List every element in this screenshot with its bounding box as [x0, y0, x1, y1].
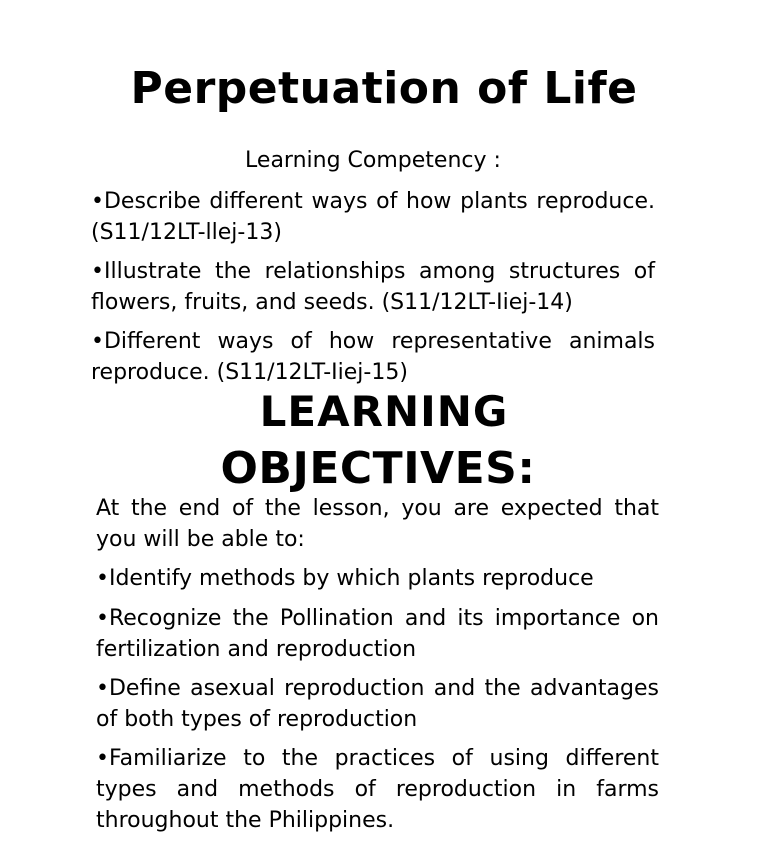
clipped-heading — [0, 387, 768, 436]
competency-item: •Illustrate the relationships among structures of flowers, fruits, and seeds. (S11/12LT-Iiej-14) — [91, 259, 655, 315]
objective-item: •Identify methods by which plants reproduce — [96, 566, 594, 591]
objective-item: •Recognize the Pollination and its importance on fertilization and reproduction — [96, 606, 659, 662]
objectives-intro: At the end of the lesson, you are expected that you will be able to: — [96, 496, 659, 552]
competency-heading: Learning Competency : — [245, 148, 501, 173]
objective-item: •Familiarize to the practices of using different types and methods of reproduction in farms throughout the Philippines. — [96, 746, 659, 833]
clipped-heading-text: LEARNING — [259, 387, 509, 436]
competency-item: •Different ways of how representative animals reproduce. (S11/12LT-Iiej-15) — [91, 329, 655, 385]
competency-item: •Describe different ways of how plants reproduce. (S11/12LT-llej-13) — [91, 189, 655, 245]
page-title: Perpetuation of Life — [130, 63, 638, 114]
objective-item: •Define asexual reproduction and the advantages of both types of reproduction — [96, 676, 659, 732]
objectives-heading: OBJECTIVES: — [220, 443, 536, 494]
